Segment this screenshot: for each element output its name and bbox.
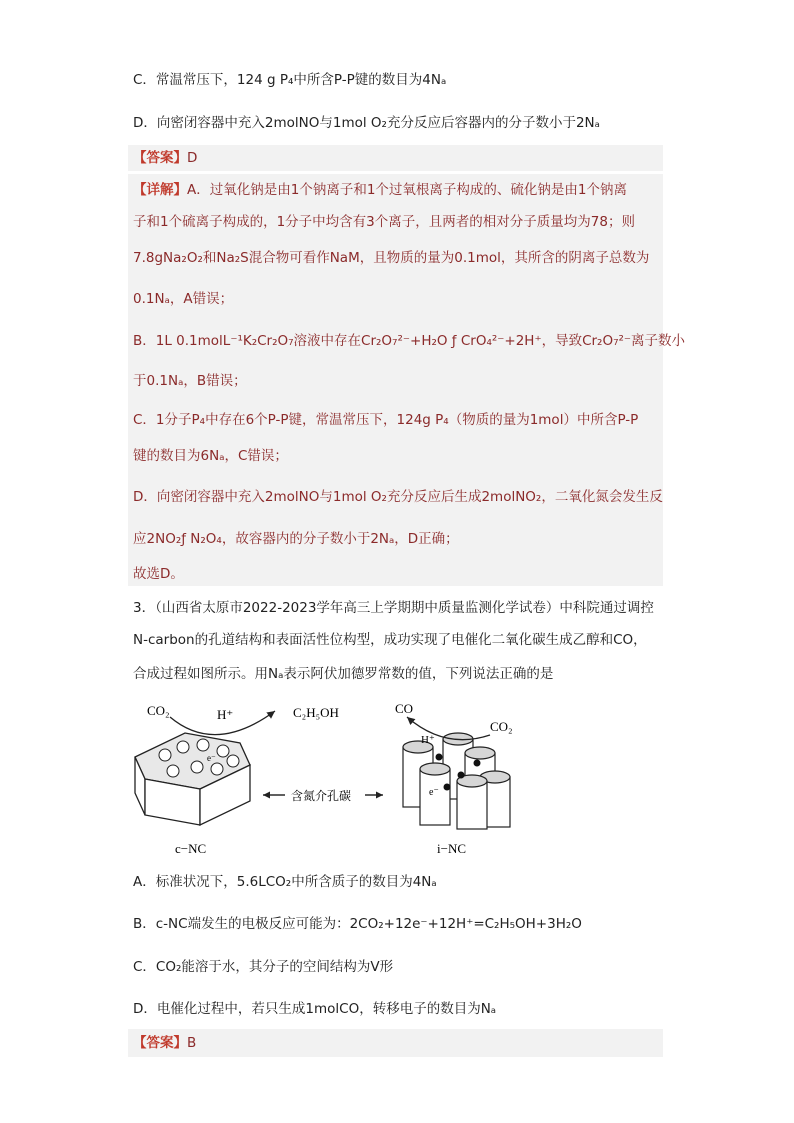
- q3-option-d: D．电催化过程中，若只生成1molCO，转移电子的数目为Nₐ: [133, 1001, 497, 1017]
- q3-stem-line2: N-carbon的孔道结构和表面活性位构型，成功实现了电催化二氧化碳生成乙醇和CO，: [133, 632, 647, 648]
- detail-d-line2: 应2NO₂ƒ N₂O₄，故容器内的分子数小于2Nₐ，D正确；: [133, 531, 459, 547]
- i-nc-cylinders: [403, 733, 510, 829]
- detail-a-line3: 7.8gNa₂O₂和Na₂S混合物可看作NaM，且物质的量为0.1mol，其所含的阴离子总数为: [133, 250, 650, 266]
- q3-option-a: A．标准状况下，5.6LCO₂中所含质子的数目为4Nₐ: [133, 874, 437, 890]
- middle-label: 含氮介孔碳: [291, 789, 352, 803]
- co2-right-label: CO₂: [490, 719, 513, 734]
- detail-b-line2: 于0.1Nₐ，B错误；: [133, 373, 247, 389]
- c-nc-caption: c−NC: [175, 841, 207, 856]
- detail-tag: 【详解】: [133, 182, 187, 198]
- answer-box: [128, 145, 663, 171]
- q2-option-c: C．常温常压下，124 g P₄中所含P-P键的数目为4Nₐ: [133, 72, 447, 88]
- detail-a-line1: [133, 180, 627, 200]
- detail-a1-text: A．过氧化钠是由1个钠离子和1个过氧根离子构成的、硫化钠是由1个钠离: [187, 182, 628, 198]
- detail-a-line4: 0.1Nₐ，A错误；: [133, 291, 234, 307]
- q3-answer: [133, 1033, 196, 1053]
- q3-answer-box: [128, 1029, 663, 1057]
- detail-c-line2: 键的数目为6Nₐ，C错误；: [133, 448, 288, 464]
- answer-tag: 【答案】: [133, 150, 187, 166]
- q3-option-c: C．CO₂能溶于水，其分子的空间结构为V形: [133, 959, 394, 975]
- answer-value: D: [187, 150, 198, 166]
- q3-stem-line1: 3．（山西省太原市2022-2023学年高三上学期期中质量监测化学试卷）中科院通过调控: [133, 600, 654, 616]
- c-nc-hexagon: [135, 733, 250, 825]
- q3-answer-value: B: [187, 1035, 197, 1051]
- q3-stem-line3: 合成过程如图所示。用Nₐ表示阿伏加德罗常数的值，下列说法正确的是: [133, 666, 554, 682]
- q3-answer-tag: 【答案】: [133, 1035, 187, 1051]
- q2-answer: [133, 148, 197, 168]
- c-nc-electron-label: e⁻: [207, 753, 216, 763]
- q3-option-b: B．c-NC端发生的电极反应可能为：2CO₂+12e⁻+12H⁺=C₂H₅OH+3H₂O: [133, 916, 582, 932]
- detail-d-line1: D．向密闭容器中充入2molNO与1mol O₂充分反应后生成2molNO₂，二氧化氮会发生反: [133, 489, 663, 505]
- i-nc-electron-label: e⁻: [429, 787, 439, 798]
- h-plus-left-label: H⁺: [217, 707, 234, 722]
- detail-end: 故选D。: [133, 566, 184, 582]
- i-nc-caption: i−NC: [437, 841, 467, 856]
- ethanol-label: C₂H₅OH: [293, 705, 339, 720]
- h-plus-right-label: H⁺: [421, 734, 435, 746]
- co2-left-label: CO₂: [147, 703, 170, 718]
- electrocatalysis-figure: [125, 695, 545, 865]
- co-label: CO: [395, 701, 414, 716]
- detail-c-line1: C．1分子P₄中存在6个P-P键，常温常压下，124g P₄（物质的量为1mol）中所含P-P: [133, 412, 639, 428]
- q2-option-d: D．向密闭容器中充入2molNO与1mol O₂充分反应后容器内的分子数小于2Nₐ: [133, 115, 600, 131]
- detail-b-line1: B．1L 0.1molL⁻¹K₂Cr₂O₇溶液中存在Cr₂O₇²⁻+H₂O ƒ CrO₄²⁻+2H⁺，导致Cr₂O₇²⁻离子数小: [133, 333, 686, 349]
- detail-a-line2: 子和1个硫离子构成的，1分子中均含有3个离子，且两者的相对分子质量均为78；则: [133, 214, 635, 230]
